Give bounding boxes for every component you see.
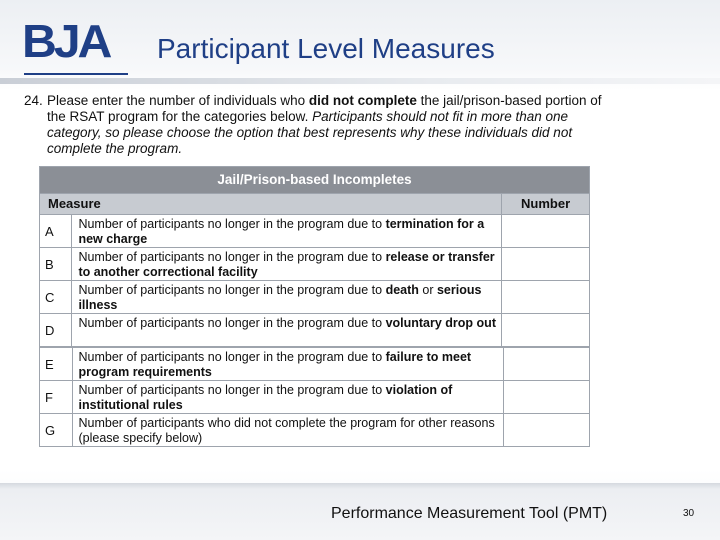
row-letter: E — [40, 348, 73, 381]
row-letter: A — [40, 215, 72, 248]
number-input-cell[interactable] — [502, 314, 590, 347]
row-description-text: Number of participants no longer in the program due to — [78, 217, 386, 231]
row-description-bold: voluntary drop out — [385, 316, 496, 330]
row-description-bold: termination for a new charge — [78, 217, 485, 246]
table-row — [40, 215, 590, 248]
row-letter: B — [40, 248, 72, 281]
question-text-part1: Please enter the number of individuals who — [47, 93, 309, 108]
footer-text: Performance Measurement Tool (PMT) — [331, 505, 608, 522]
row-letter: D — [40, 314, 72, 347]
row-description-text: Number of participants no longer in the program due to — [78, 250, 386, 264]
row-letter: C — [40, 281, 72, 314]
table-row — [40, 381, 590, 414]
question-text-part2: the jail/prison-based portion of the RSAT program for the categories below. — [47, 93, 602, 124]
column-header-measure: Measure — [40, 194, 502, 215]
number-input-cell[interactable] — [503, 414, 590, 447]
table-row — [40, 314, 590, 347]
row-description-bold: failure to meet program requirements — [78, 350, 472, 379]
row-description-text: Number of participants no longer in the program due to — [78, 283, 386, 297]
number-input-cell[interactable] — [502, 215, 590, 248]
row-description — [72, 248, 502, 281]
table-title: Jail/Prison-based Incompletes — [40, 167, 590, 194]
number-input-cell[interactable] — [503, 381, 590, 414]
table-row — [40, 281, 590, 314]
row-description-bold-2: serious illness — [78, 283, 482, 312]
incompletes-table-bottom — [39, 347, 590, 447]
row-description — [72, 381, 503, 414]
row-description — [72, 348, 503, 381]
incompletes-table-top — [39, 166, 590, 347]
number-input-cell[interactable] — [502, 248, 590, 281]
row-description — [72, 215, 502, 248]
row-description-text: Number of participants no longer in the program due to — [78, 350, 386, 364]
question-text — [47, 93, 622, 157]
column-header-number: Number — [502, 194, 590, 215]
table-row — [40, 414, 590, 447]
table-row — [40, 248, 590, 281]
number-input-cell[interactable] — [503, 348, 590, 381]
row-description-text-2: or — [418, 283, 437, 297]
row-description — [72, 281, 502, 314]
row-description — [72, 314, 502, 347]
logo-text: BJA — [22, 15, 110, 67]
table-row — [40, 348, 590, 381]
page-title: Participant Level Measures — [157, 33, 495, 64]
title-divider — [0, 78, 720, 84]
question-text-italic: Participants should not fit in more than one category, so please choose the option that best represents why these individuals did not complete the program. — [47, 109, 573, 156]
row-description — [72, 414, 503, 447]
row-letter: G — [40, 414, 73, 447]
table-header-row — [40, 194, 590, 215]
row-description-text: Number of participants no longer in the program due to — [78, 383, 386, 397]
question-text-bold: did not complete — [308, 93, 417, 108]
question-number: 24. — [24, 93, 43, 108]
page-number: 30 — [683, 508, 695, 519]
row-description-text: Number of participants who did not complete the program for other reasons (please specify below) — [78, 416, 495, 445]
row-letter: F — [40, 381, 73, 414]
row-description-text: Number of participants no longer in the program due to — [78, 316, 386, 330]
row-description-bold: release or transfer to another correctional facility — [78, 250, 495, 279]
row-description-bold: violation of institutional rules — [78, 383, 453, 412]
logo-underline — [24, 73, 128, 75]
bja-logo — [22, 15, 130, 68]
row-description-bold: death — [385, 283, 419, 297]
number-input-cell[interactable] — [502, 281, 590, 314]
